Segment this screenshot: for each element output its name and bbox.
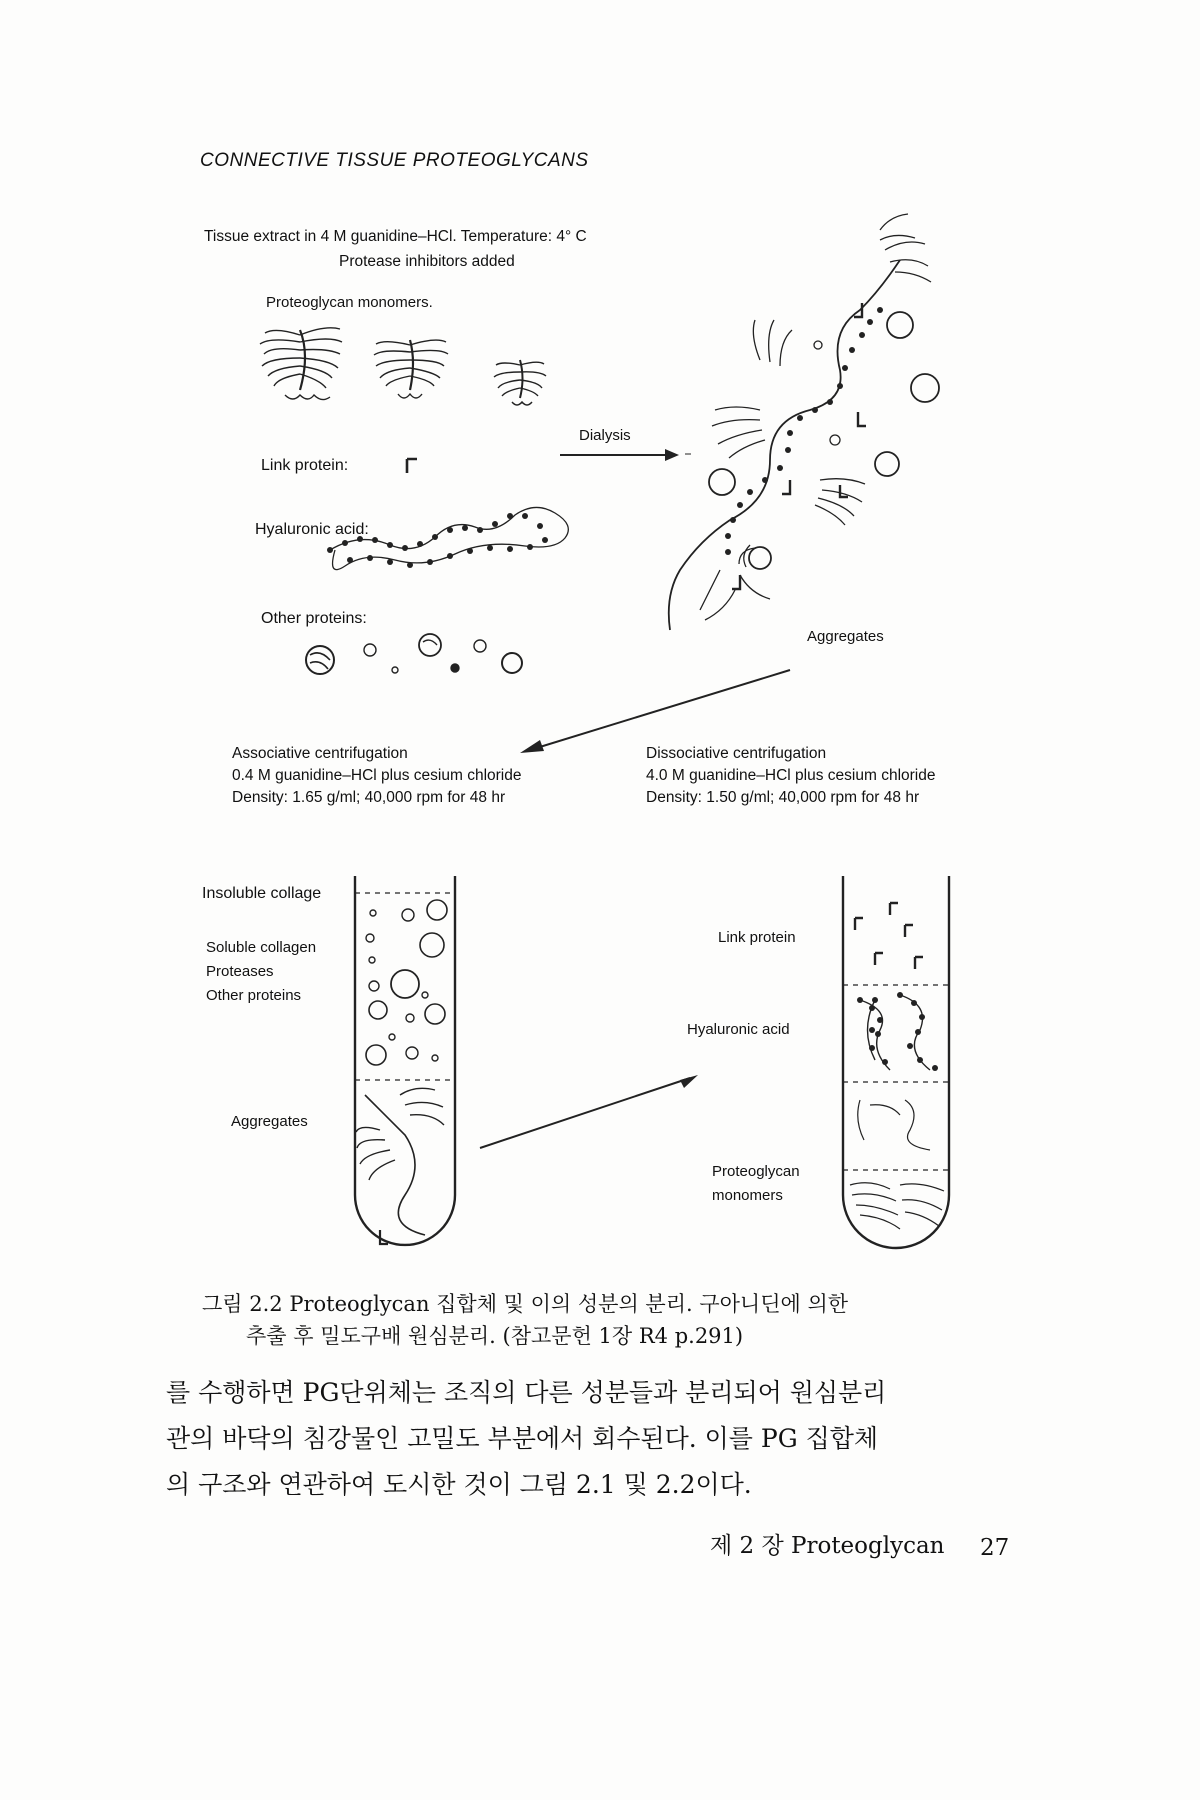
right-monomers-line-2: monomers — [712, 1187, 783, 1204]
right-link-protein-label: Link protein — [718, 929, 796, 946]
aggregate-drawing — [669, 214, 939, 630]
page-number: 27 — [980, 1535, 1010, 1561]
dissociative-density: Density: 1.50 g/ml; 40,000 rpm for 48 hr — [646, 789, 920, 806]
associative-solution: 0.4 M guanidine–HCl plus cesium chloride — [232, 767, 522, 784]
associative-density: Density: 1.65 g/ml; 40,000 rpm for 48 hr — [232, 789, 506, 806]
dissociative-title: Dissociative centrifugation — [646, 745, 827, 762]
other-proteins-icons — [306, 634, 522, 674]
right-centrifuge-tube — [843, 876, 949, 1248]
caption-line-1: 그림 2.2 Proteoglycan 집합체 및 이의 성분의 분리. 구아니딘에 의한 — [202, 1292, 849, 1316]
monomer-icon-1 — [260, 328, 342, 400]
extract-condition-line-2: Protease inhibitors added — [339, 253, 515, 270]
dissociative-solution: 4.0 M guanidine–HCl plus cesium chloride — [646, 767, 936, 784]
other-proteins-label: Other proteins: — [261, 610, 367, 627]
soluble-components-label — [206, 936, 316, 1008]
body-line-1: 를 수행하면 PG단위체는 조직의 다른 성분들과 분리되어 원심분리 — [166, 1378, 887, 1407]
soluble-collagen-label: Soluble collagen — [206, 939, 317, 956]
extract-condition-line-1: Tissue extract in 4 M guanidine–HCl. Temperature: 4° C — [204, 228, 587, 245]
body-line-3: 의 구조와 연관하여 도시한 것이 그림 2.1 및 2.2이다. — [166, 1470, 752, 1499]
insoluble-collagen-label: Insoluble collage — [202, 885, 322, 902]
figure-caption — [202, 1288, 848, 1352]
link-protein-label: Link protein: — [261, 457, 349, 474]
body-line-2: 관의 바닥의 침강물인 고밀도 부분에서 회수된다. 이를 PG 집합체 — [166, 1424, 879, 1453]
aggregates-label: Aggregates — [807, 628, 884, 645]
right-monomers-label — [712, 1160, 800, 1208]
right-monomers-line-1: Proteoglycan — [712, 1163, 800, 1180]
hyaluronic-acid-label: Hyaluronic acid: — [255, 521, 369, 538]
caption-line-2: 추출 후 밀도구배 원심분리. (참고문헌 1장 R4 p.291) — [246, 1324, 744, 1348]
right-hyaluronic-acid-label: Hyaluronic acid — [687, 1021, 790, 1038]
left-aggregates-label: Aggregates — [231, 1113, 308, 1130]
left-centrifuge-tube — [355, 876, 455, 1245]
monomer-icon-2 — [374, 340, 448, 398]
chapter-footer: 제 2 장 Proteoglycan — [710, 1533, 945, 1559]
dialysis-label: Dialysis — [579, 427, 631, 444]
proteoglycan-monomers-label: Proteoglycan monomers. — [266, 294, 433, 311]
left-other-proteins-label: Other proteins — [206, 987, 302, 1004]
proteases-label: Proteases — [206, 963, 274, 980]
associative-title: Associative centrifugation — [232, 745, 408, 762]
link-protein-symbol — [407, 459, 417, 473]
running-header: CONNECTIVE TISSUE PROTEOGLYCANS — [200, 150, 589, 171]
body-paragraph — [166, 1370, 886, 1508]
monomer-icon-3 — [494, 360, 546, 405]
